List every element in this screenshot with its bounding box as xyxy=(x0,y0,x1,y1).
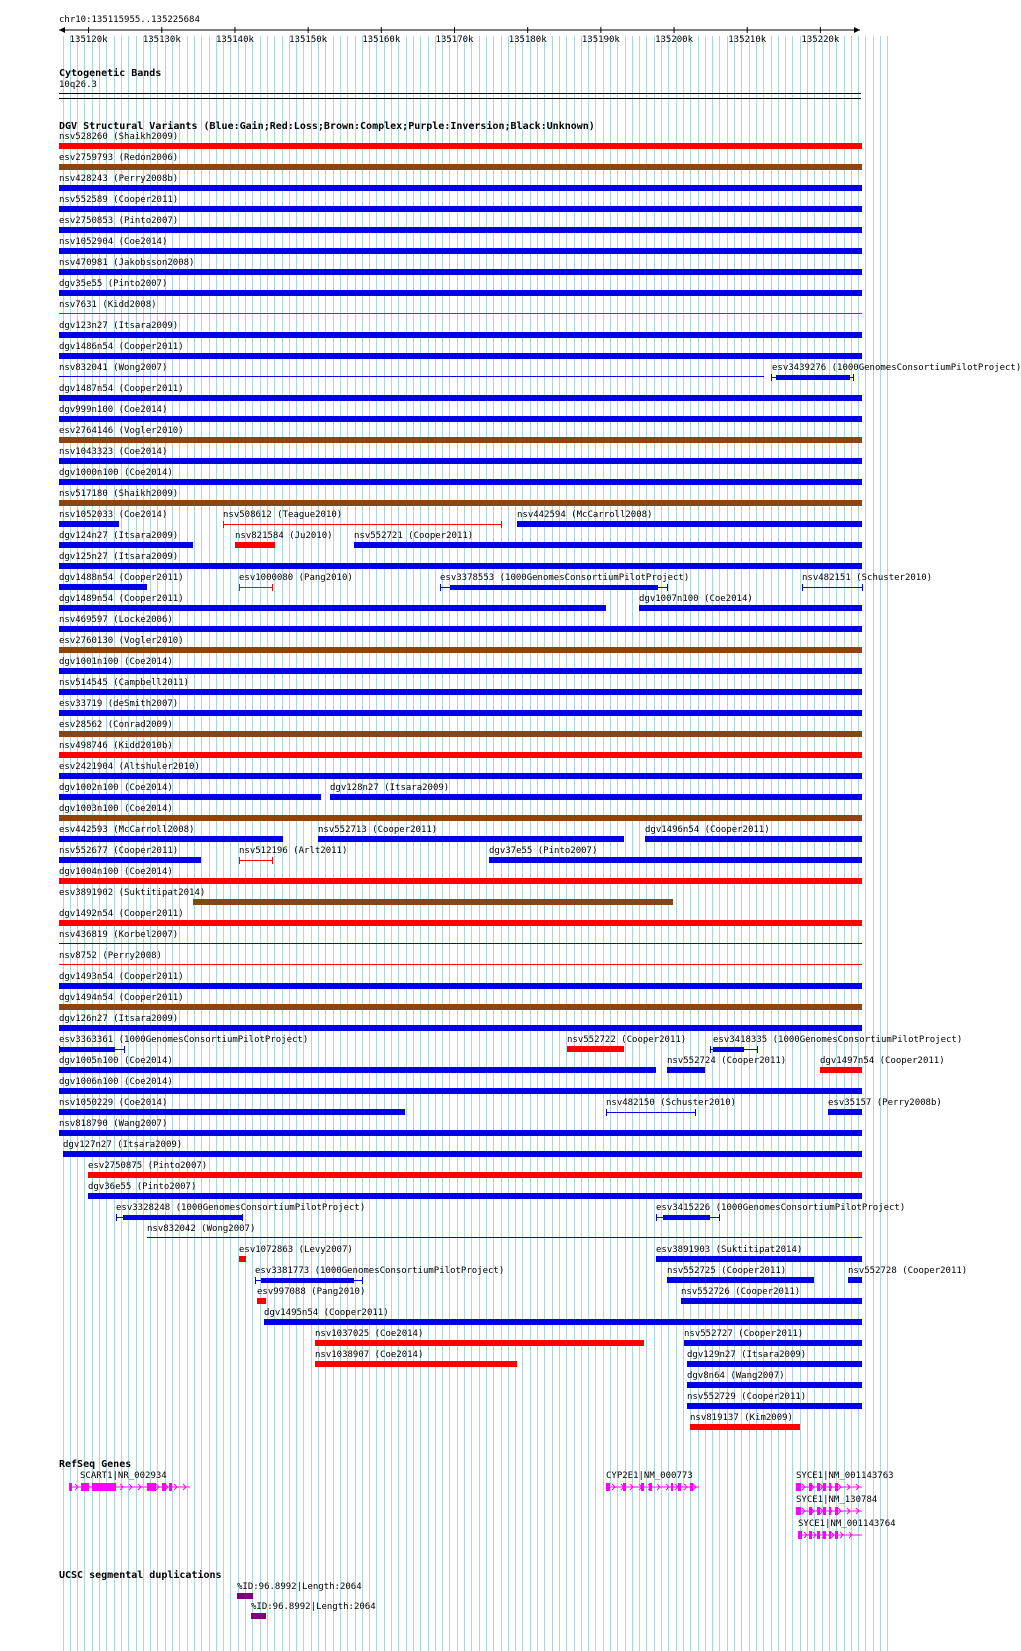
sv-bar[interactable] xyxy=(235,542,275,548)
sv-bar[interactable] xyxy=(63,1151,862,1157)
sv-line[interactable] xyxy=(59,376,764,377)
sv-bar[interactable] xyxy=(59,605,606,611)
gene-exon xyxy=(823,1483,826,1491)
sv-bar[interactable] xyxy=(59,290,862,296)
sv-bar[interactable] xyxy=(59,437,862,443)
sv-bar[interactable] xyxy=(59,689,862,695)
sv-label[interactable]: nsv1050229 (Coe2014) xyxy=(59,1098,168,1108)
sv-label[interactable]: dgv1495n54 (Cooper2011) xyxy=(264,1308,389,1318)
sv-bar[interactable] xyxy=(318,836,624,842)
sv-label[interactable]: nsv818790 (Wang2007) xyxy=(59,1119,168,1129)
sv-label[interactable]: nsv1052904 (Coe2014) xyxy=(59,237,168,247)
sv-label[interactable]: nsv8752 (Perry2008) xyxy=(59,951,162,961)
sv-bar[interactable] xyxy=(684,1340,862,1346)
sv-bar[interactable] xyxy=(645,836,862,842)
ruler-tick-label: 135160k xyxy=(362,35,401,45)
sv-label[interactable]: dgv1496n54 (Cooper2011) xyxy=(645,825,770,835)
sv-bar[interactable] xyxy=(828,1109,862,1115)
sv-bar[interactable] xyxy=(59,185,862,191)
sv-cap[interactable] xyxy=(272,857,273,864)
ruler-tick-label: 135170k xyxy=(435,35,474,45)
sv-bar[interactable] xyxy=(264,1319,862,1325)
sv-label[interactable]: nsv552589 (Cooper2011) xyxy=(59,195,179,205)
sv-bar[interactable] xyxy=(59,395,862,401)
sv-bar[interactable] xyxy=(59,521,119,527)
sv-bar[interactable] xyxy=(59,1088,862,1094)
sv-bar[interactable] xyxy=(59,227,862,233)
sv-label[interactable]: esv3328248 (1000GenomesConsortiumPilotProject) xyxy=(116,1203,366,1213)
gene-exon xyxy=(829,1483,831,1491)
sv-bar[interactable] xyxy=(59,164,862,170)
gene-exon xyxy=(817,1507,820,1515)
sv-label[interactable]: esv3439276 (1000GenomesConsortiumPilotProject) xyxy=(772,363,1021,373)
sv-bar[interactable] xyxy=(59,626,862,632)
sv-label[interactable]: nsv552721 (Cooper2011) xyxy=(354,531,474,541)
sv-label[interactable]: nsv482151 (Schuster2010) xyxy=(802,573,933,583)
sv-bar[interactable] xyxy=(59,815,862,821)
sv-bar[interactable] xyxy=(59,500,862,506)
sv-label[interactable]: nsv552726 (Cooper2011) xyxy=(681,1287,801,1297)
sv-bar[interactable] xyxy=(59,731,862,737)
ruler-tick-label: 135220k xyxy=(801,35,840,45)
cytoband-line-top xyxy=(59,93,861,94)
sv-cap[interactable] xyxy=(695,1109,696,1116)
sv-label[interactable]: nsv821584 (Ju2010) xyxy=(235,531,333,541)
sv-bar[interactable] xyxy=(59,1067,656,1073)
sv-bar[interactable] xyxy=(687,1382,862,1388)
sv-cap[interactable] xyxy=(124,1046,125,1053)
sv-bar[interactable] xyxy=(88,1172,862,1178)
sv-label[interactable]: nsv832041 (Wong2007) xyxy=(59,363,168,373)
sv-line[interactable] xyxy=(147,1237,862,1238)
sv-label[interactable]: dgv1486n54 (Cooper2011) xyxy=(59,342,184,352)
sv-label[interactable]: nsv552713 (Cooper2011) xyxy=(318,825,438,835)
sv-label[interactable]: nsv514545 (Campbell2011) xyxy=(59,678,190,688)
gene-exon xyxy=(835,1531,838,1539)
sv-bar[interactable] xyxy=(123,1215,242,1220)
sv-bar[interactable] xyxy=(567,1046,624,1052)
sv-bar[interactable] xyxy=(663,1215,710,1220)
sv-bar[interactable] xyxy=(257,1298,266,1304)
ruler-left-arrow-icon xyxy=(59,27,65,33)
sv-bar[interactable] xyxy=(59,1025,862,1031)
gene-exon xyxy=(809,1483,812,1491)
sv-bar[interactable] xyxy=(667,1067,705,1073)
sv-label[interactable]: esv2421904 (Altshuler2010) xyxy=(59,762,200,772)
gene-label[interactable]: SYCE1|NM_001143763 xyxy=(796,1471,894,1481)
sv-label[interactable]: dgv1000n100 (Coe2014) xyxy=(59,468,173,478)
sv-label[interactable]: nsv552725 (Cooper2011) xyxy=(667,1266,787,1276)
sv-label[interactable]: nsv1043323 (Coe2014) xyxy=(59,447,168,457)
ruler-tick-label: 135140k xyxy=(215,35,254,45)
sv-bar[interactable] xyxy=(330,794,862,800)
segdup-title: UCSC segmental duplications xyxy=(59,1570,222,1581)
ruler-tick-label: 135190k xyxy=(581,35,620,45)
sv-label[interactable]: esv3891903 (Suktitipat2014) xyxy=(656,1245,803,1255)
sv-cap[interactable] xyxy=(771,374,772,381)
sv-label[interactable]: esv3891902 (Suktitipat2014) xyxy=(59,888,206,898)
sv-cap[interactable] xyxy=(719,1214,720,1221)
sv-label[interactable]: nsv482150 (Schuster2010) xyxy=(606,1098,737,1108)
sv-bar[interactable] xyxy=(59,647,862,653)
sv-bar[interactable] xyxy=(59,710,862,716)
sv-cap[interactable] xyxy=(242,1214,243,1221)
sv-cap[interactable] xyxy=(362,1277,363,1284)
gene-exon xyxy=(835,1483,838,1491)
segdup-bar[interactable] xyxy=(237,1593,253,1599)
sv-label[interactable]: dgv129n27 (Itsara2009) xyxy=(687,1350,807,1360)
sv-bar[interactable] xyxy=(450,585,658,590)
sv-label[interactable]: dgv1002n100 (Coe2014) xyxy=(59,783,173,793)
sv-bar[interactable] xyxy=(88,1193,862,1199)
sv-bar[interactable] xyxy=(687,1361,862,1367)
sv-line[interactable] xyxy=(223,524,501,525)
sv-bar[interactable] xyxy=(261,1278,354,1283)
sv-cap[interactable] xyxy=(710,1046,711,1053)
sv-label[interactable]: dgv1489n54 (Cooper2011) xyxy=(59,594,184,604)
gene-label[interactable]: SCART1|NR_002934 xyxy=(80,1471,167,1481)
sv-cap[interactable] xyxy=(802,584,803,591)
sv-bar[interactable] xyxy=(639,605,862,611)
sv-label[interactable]: dgv36e55 (Pinto2007) xyxy=(88,1182,197,1192)
sv-cap[interactable] xyxy=(116,1214,117,1221)
sv-line[interactable] xyxy=(802,587,862,588)
ruler-axis xyxy=(0,0,890,60)
sv-label[interactable]: esv997088 (Pang2010) xyxy=(257,1287,366,1297)
sv-bar[interactable] xyxy=(59,1109,405,1115)
sv-label[interactable]: dgv1003n100 (Coe2014) xyxy=(59,804,173,814)
sv-bar[interactable] xyxy=(681,1298,862,1304)
sv-label[interactable]: esv2759793 (Redon2006) xyxy=(59,153,179,163)
gene-model[interactable] xyxy=(0,1481,890,1493)
sv-label[interactable]: dgv125n27 (Itsara2009) xyxy=(59,552,179,562)
sv-bar[interactable] xyxy=(59,836,283,842)
sv-bar[interactable] xyxy=(59,1130,862,1136)
sv-label[interactable]: dgv1005n100 (Coe2014) xyxy=(59,1056,173,1066)
sv-bar[interactable] xyxy=(239,1256,246,1262)
sv-bar[interactable] xyxy=(59,458,862,464)
sv-bar[interactable] xyxy=(848,1277,862,1283)
sv-label[interactable]: nsv1038907 (Coe2014) xyxy=(315,1350,424,1360)
gene-label[interactable]: CYP2E1|NM_000773 xyxy=(606,1471,693,1481)
sv-bar[interactable] xyxy=(59,353,862,359)
sv-label[interactable]: nsv1037025 (Coe2014) xyxy=(315,1329,424,1339)
sv-cap[interactable] xyxy=(272,584,273,591)
gene-exon xyxy=(829,1507,831,1515)
sv-line[interactable] xyxy=(59,964,862,965)
sv-label[interactable]: esv3363361 (1000GenomesConsortiumPilotProject) xyxy=(59,1035,309,1045)
dgv-title: DGV Structural Variants (Blue:Gain;Red:Loss;Brown:Complex;Purple:Inversion;Black:Unknown) xyxy=(59,121,595,132)
sv-cap[interactable] xyxy=(223,521,224,528)
sv-label[interactable]: nsv517180 (Shaikh2009) xyxy=(59,489,179,499)
segdup-bar[interactable] xyxy=(251,1613,266,1619)
sv-label[interactable]: nsv552727 (Cooper2011) xyxy=(684,1329,804,1339)
ruler-tick-label: 135120k xyxy=(69,35,108,45)
sv-label[interactable]: dgv1001n100 (Coe2014) xyxy=(59,657,173,667)
sv-label[interactable]: dgv126n27 (Itsara2009) xyxy=(59,1014,179,1024)
sv-bar[interactable] xyxy=(713,1047,744,1052)
sv-bar[interactable] xyxy=(59,143,862,149)
sv-label[interactable]: nsv436819 (Korbel2007) xyxy=(59,930,179,940)
sv-cap[interactable] xyxy=(255,1277,256,1284)
segdup-label[interactable]: %ID:96.8992|Length:2064 xyxy=(251,1602,376,1612)
gene-exon xyxy=(809,1507,812,1515)
ruler-tick-label: 135130k xyxy=(142,35,181,45)
sv-label[interactable]: nsv508612 (Teague2010) xyxy=(223,510,343,520)
sv-label[interactable]: esv3418335 (1000GenomesConsortiumPilotProject) xyxy=(713,1035,963,1045)
sv-bar[interactable] xyxy=(656,1256,862,1262)
sv-label[interactable]: dgv1497n54 (Cooper2011) xyxy=(820,1056,945,1066)
sv-label[interactable]: dgv123n27 (Itsara2009) xyxy=(59,321,179,331)
sv-bar[interactable] xyxy=(59,920,862,926)
gene-label[interactable]: SYCE1|NM_001143764 xyxy=(798,1519,896,1529)
sv-label[interactable]: esv33719 (deSmith2007) xyxy=(59,699,179,709)
gene-model[interactable] xyxy=(0,1505,890,1517)
gene-exon xyxy=(809,1531,812,1539)
sv-bar[interactable] xyxy=(690,1424,800,1430)
sv-cap[interactable] xyxy=(667,584,668,591)
cytoband-line-bottom xyxy=(59,98,861,99)
sv-bar[interactable] xyxy=(59,983,862,989)
sv-bar[interactable] xyxy=(59,1047,115,1052)
sv-bar[interactable] xyxy=(193,899,673,905)
sv-bar[interactable] xyxy=(59,542,193,548)
sv-bar[interactable] xyxy=(59,878,862,884)
sv-label[interactable]: esv35157 (Perry2008b) xyxy=(828,1098,942,1108)
sv-cap[interactable] xyxy=(757,1046,758,1053)
sv-label[interactable]: esv1072863 (Levy2007) xyxy=(239,1245,353,1255)
sv-label[interactable]: esv2764146 (Vogler2010) xyxy=(59,426,184,436)
sv-label[interactable]: dgv1492n54 (Cooper2011) xyxy=(59,909,184,919)
gene-exon xyxy=(823,1507,826,1515)
gene-label[interactable]: SYCE1|NM_130784 xyxy=(796,1495,878,1505)
sv-bar[interactable] xyxy=(315,1340,644,1346)
sv-bar[interactable] xyxy=(59,206,862,212)
sv-label[interactable]: nsv552722 (Cooper2011) xyxy=(567,1035,687,1045)
sv-label[interactable]: dgv1493n54 (Cooper2011) xyxy=(59,972,184,982)
sv-line[interactable] xyxy=(59,313,862,314)
sv-label[interactable]: nsv7631 (Kidd2008) xyxy=(59,300,157,310)
sv-label[interactable]: nsv1052033 (Coe2014) xyxy=(59,510,168,520)
sv-label[interactable]: nsv552729 (Cooper2011) xyxy=(687,1392,807,1402)
segdup-label[interactable]: %ID:96.8992|Length:2064 xyxy=(237,1582,362,1592)
sv-label[interactable]: esv2750853 (Pinto2007) xyxy=(59,216,179,226)
sv-label[interactable]: dgv1487n54 (Cooper2011) xyxy=(59,384,184,394)
sv-label[interactable]: nsv552724 (Cooper2011) xyxy=(667,1056,787,1066)
sv-label[interactable]: esv2750875 (Pinto2007) xyxy=(88,1161,208,1171)
sv-label[interactable]: esv3415226 (1000GenomesConsortiumPilotProject) xyxy=(656,1203,906,1213)
sv-label[interactable]: dgv1004n100 (Coe2014) xyxy=(59,867,173,877)
ruler-right-arrow-icon xyxy=(854,27,860,33)
sv-label[interactable]: nsv498746 (Kidd2010b) xyxy=(59,741,173,751)
gene-exon xyxy=(835,1507,838,1515)
sv-bar[interactable] xyxy=(59,332,862,338)
sv-bar[interactable] xyxy=(59,416,862,422)
sv-bar[interactable] xyxy=(59,668,862,674)
sv-label[interactable]: dgv1006n100 (Coe2014) xyxy=(59,1077,173,1087)
ruler-tick-label: 135210k xyxy=(728,35,767,45)
sv-label[interactable]: nsv832042 (Wong2007) xyxy=(147,1224,256,1234)
sv-label[interactable]: nsv552728 (Cooper2011) xyxy=(848,1266,968,1276)
sv-bar[interactable] xyxy=(59,563,862,569)
cytoband-title: Cytogenetic Bands xyxy=(59,68,162,79)
sv-label[interactable]: nsv469597 (Locke2006) xyxy=(59,615,173,625)
gene-exon xyxy=(796,1507,801,1515)
ruler-tick-label: 135200k xyxy=(655,35,693,45)
sv-bar[interactable] xyxy=(59,1004,862,1010)
ruler-position: chr10:135115955..135225684 xyxy=(59,15,200,25)
sv-bar[interactable] xyxy=(776,375,850,380)
sv-label[interactable]: nsv552677 (Cooper2011) xyxy=(59,846,179,856)
gene-exon xyxy=(798,1531,802,1539)
gene-exon xyxy=(829,1531,831,1539)
cytoband-label: 10q26.3 xyxy=(59,80,97,90)
gene-exon xyxy=(796,1483,801,1491)
sv-bar[interactable] xyxy=(489,857,862,863)
sv-bar[interactable] xyxy=(59,752,862,758)
sv-bar[interactable] xyxy=(820,1067,862,1073)
sv-label[interactable]: nsv819137 (Kim2009) xyxy=(690,1413,793,1423)
sv-label[interactable]: nsv442594 (McCarroll2008) xyxy=(517,510,653,520)
sv-bar[interactable] xyxy=(59,794,321,800)
sv-label[interactable]: dgv1494n54 (Cooper2011) xyxy=(59,993,184,1003)
sv-label[interactable]: dgv35e55 (Pinto2007) xyxy=(59,279,168,289)
gene-exon xyxy=(817,1483,820,1491)
sv-label[interactable]: esv3378553 (1000GenomesConsortiumPilotProject) xyxy=(440,573,690,583)
sv-label[interactable]: esv2760130 (Vogler2010) xyxy=(59,636,184,646)
sv-label[interactable]: dgv8n64 (Wang2007) xyxy=(687,1371,785,1381)
sv-cap[interactable] xyxy=(239,857,240,864)
sv-line[interactable] xyxy=(606,1112,695,1113)
sv-cap[interactable] xyxy=(656,1214,657,1221)
sv-cap[interactable] xyxy=(862,584,863,591)
sv-label[interactable]: esv3381773 (1000GenomesConsortiumPilotProject) xyxy=(255,1266,505,1276)
sv-bar[interactable] xyxy=(354,542,862,548)
ruler-tick-label: 135150k xyxy=(289,35,328,45)
sv-label[interactable]: nsv470981 (Jakobsson2008) xyxy=(59,258,195,268)
sv-label[interactable]: nsv512196 (Arlt2011) xyxy=(239,846,348,856)
sv-label[interactable]: esv28562 (Conrad2009) xyxy=(59,720,173,730)
sv-label[interactable]: dgv124n27 (Itsara2009) xyxy=(59,531,179,541)
sv-label[interactable]: dgv1007n100 (Coe2014) xyxy=(639,594,753,604)
gene-exon xyxy=(817,1531,820,1539)
sv-bar[interactable] xyxy=(59,857,201,863)
sv-label[interactable]: nsv528260 (Shaikh2009) xyxy=(59,132,179,142)
sv-label[interactable]: nsv428243 (Perry2008b) xyxy=(59,174,179,184)
sv-line[interactable] xyxy=(239,587,272,588)
sv-label[interactable]: dgv999n100 (Coe2014) xyxy=(59,405,168,415)
gene-exon xyxy=(823,1531,826,1539)
sv-label[interactable]: esv442593 (McCarroll2008) xyxy=(59,825,195,835)
sv-bar[interactable] xyxy=(315,1361,517,1367)
sv-bar[interactable] xyxy=(59,269,862,275)
sv-cap[interactable] xyxy=(853,374,854,381)
sv-label[interactable]: esv1000080 (Pang2010) xyxy=(239,573,353,583)
sv-bar[interactable] xyxy=(59,248,862,254)
sv-bar[interactable] xyxy=(59,773,862,779)
sv-line[interactable] xyxy=(59,943,862,944)
sv-bar[interactable] xyxy=(59,479,862,485)
sv-label[interactable]: dgv37e55 (Pinto2007) xyxy=(489,846,598,856)
sv-line[interactable] xyxy=(239,860,272,861)
sv-label[interactable]: dgv127n27 (Itsara2009) xyxy=(63,1140,183,1150)
refseq-title: RefSeq Genes xyxy=(59,1459,132,1470)
sv-label[interactable]: dgv128n27 (Itsara2009) xyxy=(330,783,450,793)
ruler-tick-label: 135180k xyxy=(508,35,547,45)
sv-cap[interactable] xyxy=(606,1109,607,1116)
sv-cap[interactable] xyxy=(440,584,441,591)
gene-model[interactable] xyxy=(0,1529,890,1541)
sv-bar[interactable] xyxy=(517,521,862,527)
sv-bar[interactable] xyxy=(667,1277,814,1283)
sv-bar[interactable] xyxy=(687,1403,862,1409)
sv-cap[interactable] xyxy=(501,521,502,528)
sv-label[interactable]: dgv1488n54 (Cooper2011) xyxy=(59,573,184,583)
sv-cap[interactable] xyxy=(239,584,240,591)
sv-bar[interactable] xyxy=(59,584,147,590)
